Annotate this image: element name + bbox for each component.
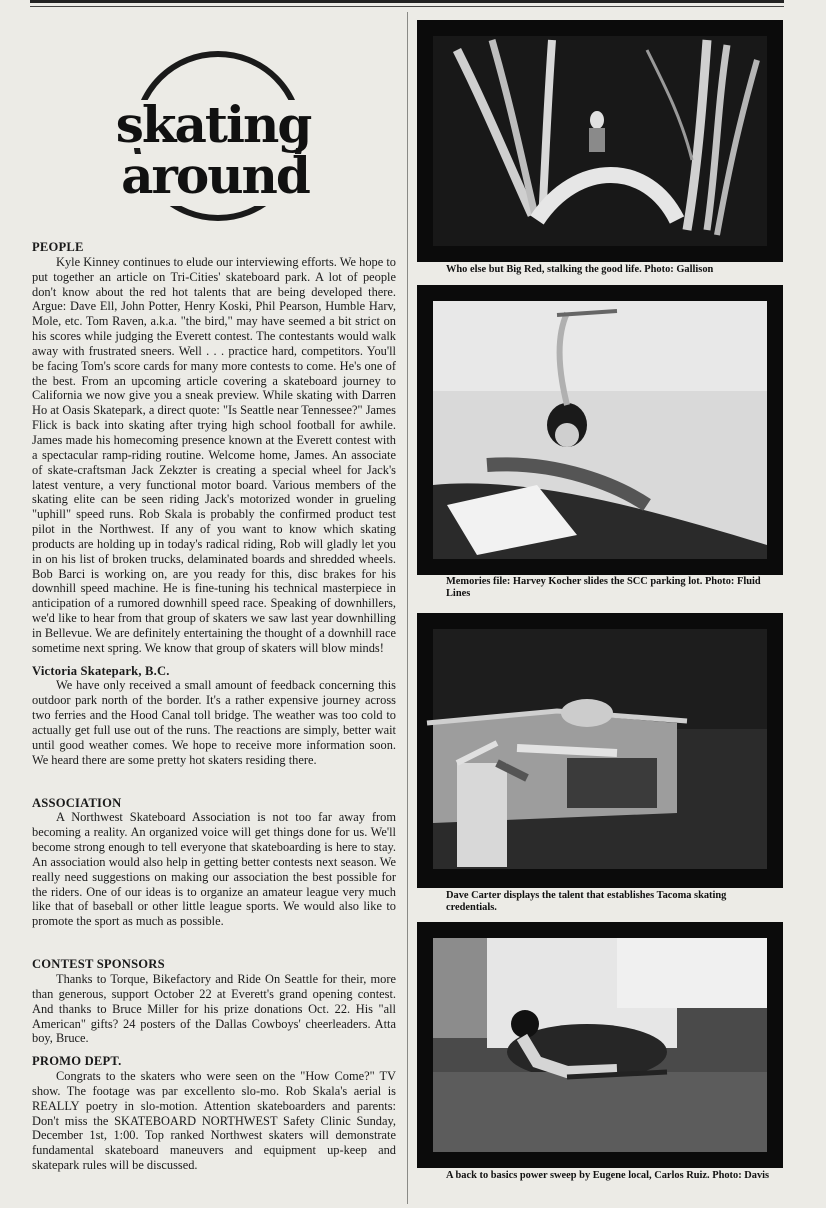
article-column [32, 240, 396, 1173]
photo-dave-carter [417, 613, 783, 888]
heading-people: PEOPLE [32, 240, 84, 254]
top-rule [30, 0, 784, 3]
photo-big-red-tree [417, 20, 783, 262]
photo-harvey-kocher [417, 285, 783, 575]
text-victoria: We have only received a small amount of feedback concerning this outdoor park north of the border. It's a rather expensive journey across two ferries and the Hood Canal toll bridge. The weather was too cold to actually get full use out of the runs. The reactions are simply, better wait until good weather comes. We hope to receive more information soon. We heard there are some pretty hot skaters residing there. [32, 678, 396, 767]
heading-sponsors: CONTEST SPONSORS [32, 957, 165, 972]
caption-photo-1: Who else but Big Red, stalking the good life. Photo: Gallison [446, 264, 714, 275]
caption-photo-2: Memories file: Harvey Kocher slides the SCC parking lot. Photo: Fluid Lines [446, 576, 761, 599]
text-promo: Congrats to the skaters who were seen on the "How Come?" TV show. The footage was par excellento slo-mo. Rob Skala's aerial is REALLY poetry in slo-motion. Attention skateboarders and parents: Don't miss the SKATEBOARD NORTHWEST Safety Clinic Sunday, December 1st, 1:00. Top ranked Northwest skaters will demonstrate fundamental skateboard maneuvers and equipment up-keep and skatepark rules will be discussed. [32, 1069, 396, 1173]
caption-photo-4: A back to basics power sweep by Eugene local, Carlos Ruiz. Photo: Davis [446, 1170, 770, 1181]
text-association: A Northwest Skateboard Association is not too far away from becoming a reality. An organized voice will get things done for us. We'll become strong enough to tell everyone that skateboarding is here to stay. An association would also help in getting better contests next season. We really need suggestions on making our association the best possible for the riders. One of our ideas is to organize an amateur league very much like that of baseball or other little league sports. We would also like to promote the sport as much as possible. [32, 810, 396, 929]
logo-word-around: around [121, 146, 309, 205]
heading-victoria: Victoria Skatepark, B.C. [32, 663, 170, 678]
text-people: Kyle Kinney continues to elude our interviewing efforts. We hope to put together an article on Tri-Cities' skateboard park. A lot of people don't know about the red hot talents that are being developed there. Argue: Dave Ell, John Potter, Henry Koski, Phil Pearson, Humble Harv, Mole, etc. Tom Raven, a.k.a. "the bird," may have seemed a bit strict on his scores while judging the Everett contest. The contestants would walk away with frustrated sneers. Well . . . practice hard, competitors. You'll be facing Tom's score cards for many more contests to come. He's one of the best. From an upcoming article covering a skateboard journey to California we now give you a sneak preview. While skating with Darren Ho at Oasis Skatepark, a direct quote: "Is Seattle near Tennessee?" James Flick is back into skating after trying high school football for awhile. James made his homecoming presence known at the Everett contest with a spectacular ramp-riding routine. Welcome home, James. An associate of skate-craftsman Jack Zekzter is creating a special wheel for Jack's latest venture, a very functional motor board. Various members of the skating elite can be seen riding Jack's motorized wonder in grueling "uphill" speed runs. Rob Skala is probably the confirmed product test pilot in the Northwest. If any of you want to know which skating products are holding up in today's radical riding, Rob will gladly let you in on his list of broken trucks, delaminated boards and shredded wheels. Bob Barci is working on, are you ready for this, disc brakes for his downhill speed machine. He is fine-tuning his technical masterpiece in anticipation of a rumored downhill speed race. Speaking of downhillers, we'd like to hear from that group of skaters we saw last year downhilling in Bellevue. We are definitely entertaining the thought of a downhill race sometime next spring. We know that group of skaters will blow minds! [32, 254, 396, 655]
skating-around-logo [100, 50, 330, 225]
logo-word-skating: skating [115, 95, 311, 154]
caption-photo-3: Dave Carter displays the talent that establishes Tacoma skating credentials. [446, 890, 727, 913]
heading-promo: PROMO DEPT. [32, 1054, 122, 1069]
top-rule-thin [30, 6, 784, 7]
photo-carlos-ruiz [417, 922, 783, 1168]
column-divider [407, 12, 408, 1204]
heading-association: ASSOCIATION [32, 795, 122, 810]
text-sponsors: Thanks to Torque, Bikefactory and Ride On Seattle for their, more than generous, support October 22 at Everett's grand opening contest. And thanks to Bruce Miller for his prize donations Oct. 22. His "all American" gifts? 24 posters of the Dallas Cowboys' cheerleaders. Atta boy, Bruce. [32, 971, 396, 1046]
